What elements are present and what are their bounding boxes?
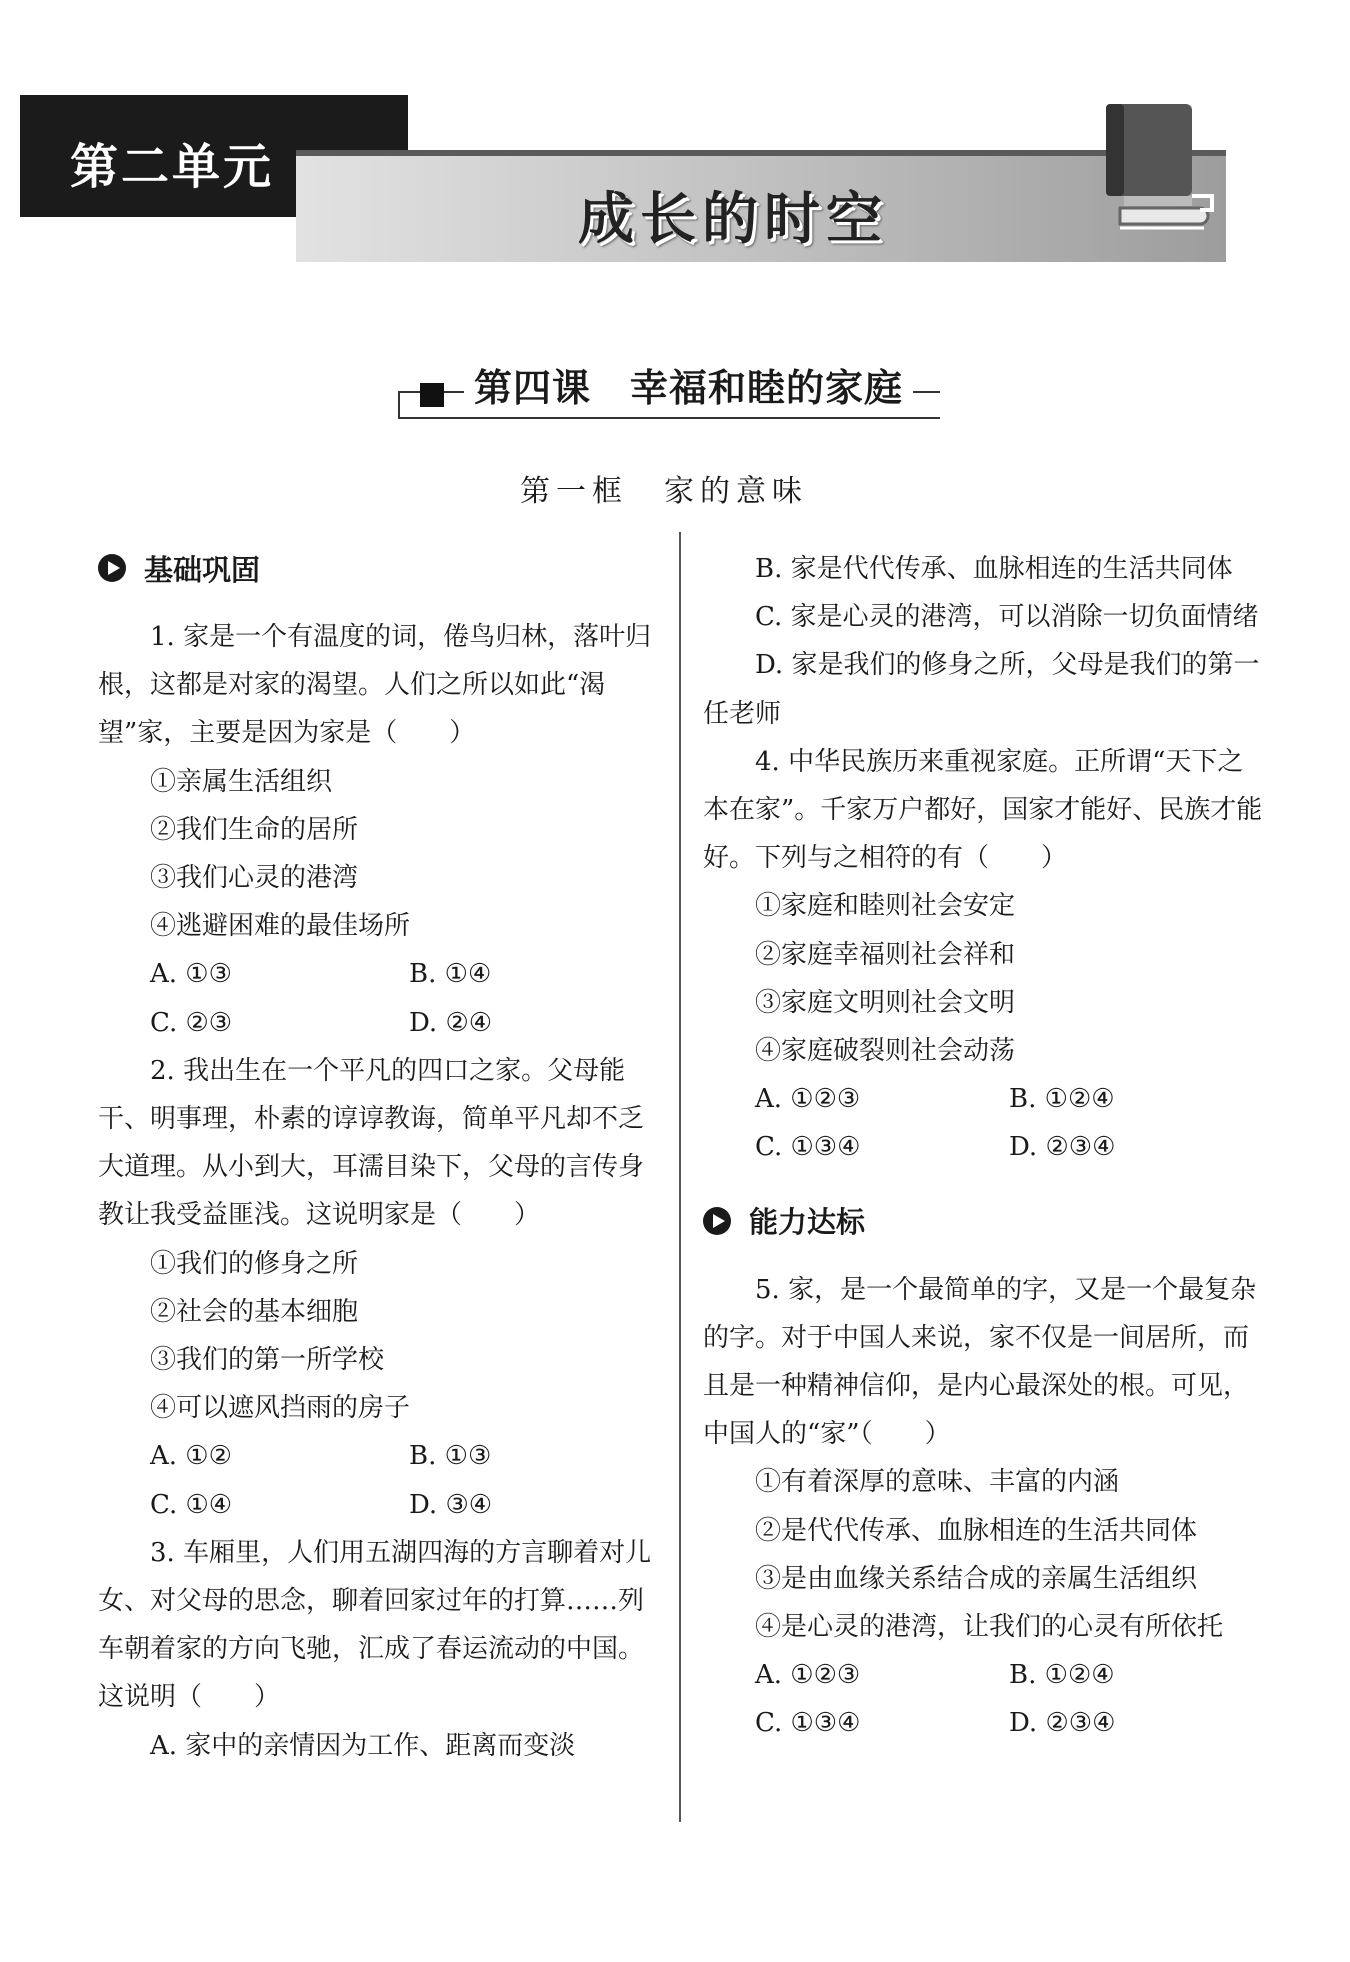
- question-4-stem: 4. 中华民族历来重视家庭。正所谓“天下之本在家”。千家万户都好，国家才能好、民族才能好。下列与之相符的有（ ）: [703, 746, 1263, 874]
- q3-option-a: A. 家中的亲情因为工作、距离而变淡: [150, 1730, 576, 1761]
- q2-options-row: [98, 1432, 668, 1480]
- q3-option-c: C. 家是心灵的港湾，可以消除一切负面情绪: [755, 602, 1259, 633]
- unit-title: 成长的时空: [578, 187, 888, 252]
- q5-item: ①有着深厚的意味、丰富的内涵: [755, 1467, 1120, 1498]
- q1-item: ①亲属生活组织: [150, 766, 333, 797]
- q1-options-row: [98, 999, 668, 1047]
- q4-item: ③家庭文明则社会文明: [755, 987, 1016, 1018]
- square-bullet-icon: [420, 383, 444, 407]
- spacer: [703, 1172, 1263, 1198]
- q5-options-row: [703, 1699, 1263, 1747]
- q2-item: ③我们的第一所学校: [150, 1345, 385, 1376]
- play-circle-icon: [703, 1207, 731, 1235]
- q2-item: ④可以遮风挡雨的房子: [150, 1393, 411, 1424]
- heading-label: 能力达标: [749, 1205, 866, 1240]
- book-stack-icon: [1100, 100, 1220, 240]
- q4-options-row: [703, 1123, 1263, 1171]
- question-1-stem: 1. 家是一个有温度的词，倦鸟归林，落叶归根，这都是对家的渴望。人们之所以如此“渴望”家，主要是因为家是（ ）: [98, 622, 652, 749]
- q5-option-b: B. ①②④: [1009, 1660, 1115, 1691]
- q5-item: ③是由血缘关系结合成的亲属生活组织: [755, 1563, 1198, 1594]
- lesson-title: 第四课 幸福和睦的家庭: [464, 363, 913, 413]
- q5-item: ④是心灵的港湾，让我们的心灵有所依托: [755, 1612, 1224, 1643]
- q1-item: ②我们生命的居所: [150, 814, 359, 845]
- q3-option-b: B. 家是代代传承、血脉相连的生活共同体: [755, 554, 1233, 584]
- q3-option-d: D. 家是我们的修身之所，父母是我们的第一任老师: [703, 650, 1260, 729]
- question-5-stem: 5. 家，是一个最简单的字，又是一个最复杂的字。对于中国人来说，家不仅是一间居所，而且是一种精神信仰，是内心最深处的根。可见，中国人的“家”（ ）: [703, 1274, 1257, 1450]
- q4-option-d: D. ②③④: [1009, 1132, 1116, 1163]
- q2-option-b: B. ①③: [409, 1441, 492, 1472]
- q5-item: ②是代代传承、血脉相连的生活共同体: [755, 1515, 1198, 1546]
- play-circle-icon: [98, 554, 126, 582]
- q2-item: ①我们的修身之所: [150, 1248, 359, 1279]
- q4-option-b: B. ①②④: [1009, 1084, 1115, 1115]
- q1-item: ③我们心灵的港湾: [150, 863, 359, 894]
- q2-option-d: D. ③④: [409, 1489, 493, 1520]
- q5-options-row: [703, 1651, 1263, 1699]
- q4-item: ④家庭破裂则社会动荡: [755, 1036, 1016, 1067]
- lesson-heading: [398, 363, 946, 415]
- unit-band-line: [296, 150, 1226, 156]
- q1-option-a: A. ①③: [150, 959, 232, 990]
- q1-item: ④逃避困难的最佳场所: [150, 911, 411, 942]
- q1-options-row: [98, 950, 668, 998]
- q4-item: ②家庭幸福则社会祥和: [755, 939, 1016, 970]
- q4-option-a: A. ①②③: [755, 1084, 861, 1115]
- q4-options-row: [703, 1075, 1263, 1123]
- section-title: 第一框 家的意味: [520, 474, 808, 509]
- q1-option-d: D. ②④: [409, 1007, 493, 1038]
- right-column: [703, 545, 1263, 1748]
- q2-option-a: A. ①②: [150, 1441, 232, 1472]
- q4-option-c: C. ①③④: [755, 1132, 861, 1163]
- q2-options-row: [98, 1481, 668, 1529]
- left-column: [98, 545, 668, 1770]
- q1-option-b: B. ①④: [409, 959, 492, 990]
- section-heading-ability: [703, 1198, 1263, 1244]
- q2-item: ②社会的基本细胞: [150, 1296, 359, 1327]
- q5-option-d: D. ②③④: [1009, 1708, 1116, 1739]
- q4-item: ①家庭和睦则社会安定: [755, 891, 1016, 922]
- question-3-stem: 3. 车厢里，人们用五湖四海的方言聊着对儿女、对父母的思念，聊着回家过年的打算……列车朝着家的方向飞驰，汇成了春运流动的中国。这说明（ ）: [98, 1537, 652, 1713]
- column-divider: [679, 532, 681, 1822]
- q5-option-c: C. ①③④: [755, 1708, 861, 1739]
- q1-option-c: C. ②③: [150, 1007, 233, 1038]
- unit-label: 第二单元: [70, 139, 275, 195]
- q5-option-a: A. ①②③: [755, 1660, 861, 1691]
- q2-option-c: C. ①④: [150, 1489, 233, 1520]
- heading-label: 基础巩固: [144, 552, 261, 587]
- question-2-stem: 2. 我出生在一个平凡的四口之家。父母能干、明事理，朴素的谆谆教诲，简单平凡却不乏大道理。从小到大，耳濡目染下，父母的言传身教让我受益匪浅。这说明家是（ ）: [98, 1055, 645, 1231]
- section-heading-basic: [98, 545, 668, 591]
